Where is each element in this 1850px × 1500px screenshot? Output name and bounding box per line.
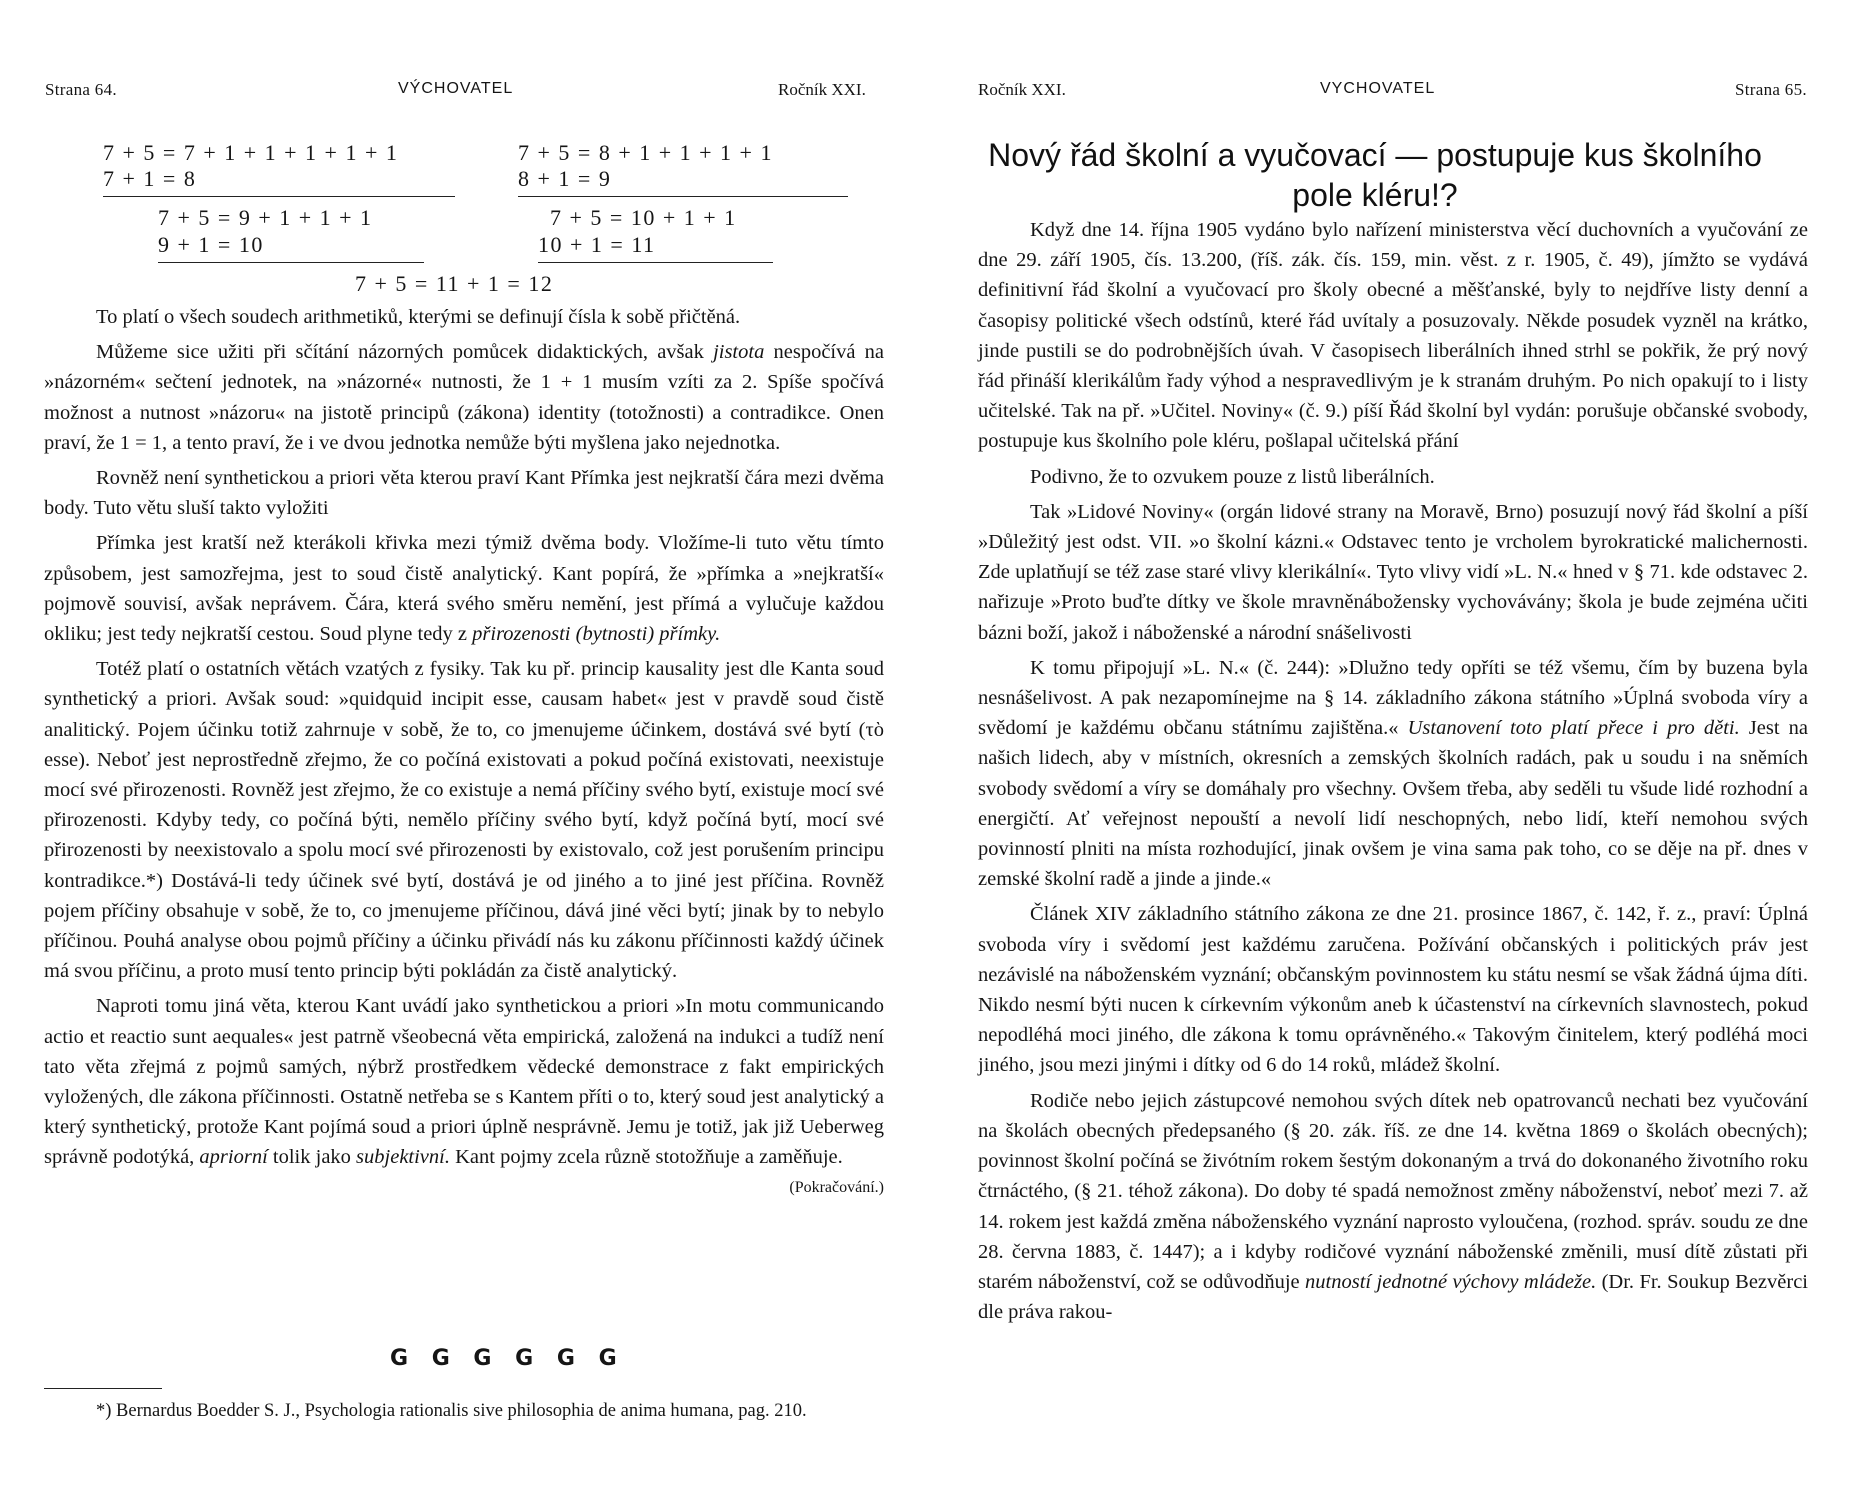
equation-a1: 7 + 5 = 7 + 1 + 1 + 1 + 1 + 1 [103, 140, 399, 165]
right-running-header [925, 80, 1850, 104]
equation-rule [538, 262, 773, 263]
paragraph: Tak »Lidové Noviny« (orgán lidové strany na Moravě, Brno) posuzují nový řád školní a píší »Důležitý jest odst. VII. »o školní kázni.« Odstavec tento je vrcholem byrokratické malichernosti. Zde uplatňují se též zase staré vlivy klerikální«. Tyto vlivy vidí »L. N.« hned v § 71. kde odstavec 2. nařizuje »Proto buďte dítky ve škole mravněnábožensky vychovávány; škola je bude zejména učiti bázni boží, jakož i náboženské a národní snášelivosti [978, 500, 1808, 644]
equation-b1: 7 + 5 = 8 + 1 + 1 + 1 + 1 [518, 140, 773, 165]
left-running-header [0, 80, 925, 104]
equation-a2: 7 + 1 = 8 [103, 166, 197, 191]
equation-rule [518, 196, 848, 197]
continued-label: (Pokračování.) [789, 1178, 884, 1196]
paragraph: Podivno, že to ozvukem pouze z listů liberálních. [1030, 465, 1435, 488]
paragraph: Článek XIV základního státního zákona ze dne 21. prosince 1867, č. 142, ř. z., praví: Úplná svoboda víry i svědomí jest každému zaručena. Požívání občanských i politických práv jest nezávislé na náboženském vyznání; občanským povinnostem ku státu nesmí se však žádná újma díti. Nikdo nesmí býti nucen k církevním výkonům aneb k účastenství na církevních slavnostech, pokud nepodléhá moci jiného, dle zákona k tomu oprávněného.« Takovým činitelem, který podléhá moci jiného, jsou mezi jinými i dítky od 6 do 14 roků, mládež školní. [978, 903, 1808, 1077]
equation-final: 7 + 5 = 11 + 1 = 12 [355, 271, 554, 296]
right-page [925, 0, 1850, 1500]
equation-d1: 7 + 5 = 10 + 1 + 1 [550, 205, 737, 230]
right-page-number: Strana 65. [1735, 80, 1807, 99]
section-ornament: G G G G G G [390, 1346, 625, 1371]
paragraph: Rodiče nebo jejich zástupcové nemohou svých dítek neb opatrovanců nechati bez vyučování na školách obecných předepsaného (§ 20. zák. říš. ze dne 14. května 1869 o školách obecných); povinnost školní počíná se živótním rokem šestým dokonaným a trvá do dokonaného životního roku čtrnáctého, (§ 21. téhož zákona). Do doby té spadá nemožnost změny náboženství, neboť mezi 7. až 14. rokem jest každá změna náboženského vyznání naprosto vyloučena, (rozhod. správ. soudu ze dne 28. června 1883, č. 1447); a i kdyby rodičové vyznání náboženské změnili, musí dítě zůstati při starém náboženství, což se odůvodňuje nutností jednotné výchovy mládeže. (Dr. Fr. Soukup Bezvěrci dle práva rakou- [978, 1089, 1808, 1324]
paragraph: Když dne 14. října 1905 vydáno bylo nařízení ministerstva věcí duchovních a vyučování ze dne 29. září 1905, čís. 13.200, (říš. zák. čís. 159, min. věst. z r. 1905, č. 49), jímžto se vydává definitivní řád školní a vyučovací pro školy obecné a měšťanské, byly to nejdříve listy denní a časopisy politické všech odstínů, které řád uvítaly a posuzovaly. Někde posudek vyzněl na krátko, jinde pustili se do podrobnějších úvah. V časopisech liberálních ihned strhl se pokřik, že prý nový řád přináší klerikálům řady výhod a nespravedlivým je k stranám druhým. Po nich opakují to i listy učitelské. Tak na př. »Učitel. Noviny« (č. 9.) píší Řád školní byl vydán: porušuje občanské svobody, postupuje kus školního pole kléru, pošlapal učitelská přání [978, 219, 1808, 453]
right-journal-title: VYCHOVATEL [1320, 80, 1436, 97]
equation-rule [158, 262, 424, 263]
left-page-number: Strana 64. [45, 80, 117, 99]
paragraph: To platí o všech soudech arithmetiků, kterými se definují čísla k sobě přičtěná. [96, 306, 741, 328]
paragraph: Můžeme sice užiti při sčítání názorných pomůcek didaktických, avšak jistota nespočívá na »názorném« sečtení jednotek, na »názorné« nutnosti, že 1 + 1 musím vzíti za 2. Spíše spočívá možnost a nutnost »názoru« na jistotě principů (zákona) identity (totožnosti) a contradikce. Onen praví, že 1 = 1, a tento praví, že i ve dvou jednotka nemůže býti myšlena jako nejednotka. [44, 341, 884, 454]
right-volume: Ročník XXI. [978, 80, 1066, 99]
paragraph: Přímka jest kratší než kterákoli křivka mezi týmiž dvěma body. Vložíme-li tuto větu tímto způsobem, jest samozřejma, jest to soud čistě analytický. Kant popírá, že »přímka a »nejkratší« pojmově souvisí, avšak neprávem. Čára, která svého směru nemění, jest přímá a vylučuje každou okliku; jest tedy nejkratší cestou. Soud plyne tedy z přirozenosti (bytnosti) přímky. [44, 532, 884, 646]
emphasis: apriorní [199, 1146, 268, 1169]
paragraph: K tomu připojují »L. N.« (č. 244): »Dlužno tedy opříti se též všemu, čím by buzena byla nesnášelivost. A pak nezapomínejme na § 14. základního zákona státního »Úplná svoboda víry a svědomí je každému občanu státnímu zajištěna.« Ustanovení toto platí přece i pro děti. Jest na našich lidech, aby v místních, okresních a zemských školních radách, pak u soudu i na sněmích svobody svědomí a víry se domáhaly pro všechny. Ovšem třeba, aby seděli tu všude lidé rozhodní a energičtí. Ať veřejnost nepouští a nevolí lidí neschopných, nebo lidí, kteří nemohou svých povinností plniti na místa rozhodující, jinak ovšem je vina sama pak toho, co se děje na př. dnes v zemské školní radě a jinde a jinde.« [978, 656, 1808, 891]
paragraph: Totéž platí o ostatních větách vzatých z fysiky. Tak ku př. princip kausality jest dle Kanta soud synthetický a priori. Avšak soud: »quidquid incipit esse, causam habet« jest v pravdě soud čistě analitický. Pojem účinku totiž zahrnuje v sobě, že to, co jmenujeme účinkem, dostává své bytí (τὸ esse). Neboť jest neprostředně zřejmo, že co počíná existovati a pokud počíná existovati, neexistuje mocí své přirozenosti. Rovněž jest zřejmo, že co existuje a nemá příčiny svého bytí, existuje mocí své přirozenosti. Kdyby tedy, co počíná býti, nemělo příčiny svého bytí, když počíná bytí, mocí své přirozenosti by neexistovalo a spolu mocí své přirozenosti by existovalo, což jest porušením principu kontradikce.*) Dostává-li tedy účinek své bytí, dostává je od jiného a to jiné jest příčina. Rovněž pojem příčiny obsahuje v sobě, že to, co jmenujeme příčinou, dává jiné věci bytí; jinak by to nebylo příčinou. Pouhá analyse obou pojmů příčiny a účinku přivádí nás ku zákonu příčinnosti každý účinek má svou příčinu, a proto musí tento princip býti pokládán za čistě analytický. [44, 658, 884, 983]
paragraph: Naproti tomu jiná věta, kterou Kant uvádí jako synthetickou a priori »In motu communicando actio et reactio sunt aequales« jest patrně všeobecná věta empirická, založená na indukci a tudíž není tato věta zřejmá z pojmů samých, nýbrž prostředkem vědecké demonstrace z fakt empirických vyložených, dle zákona příčinnosti. Ostatně netřeba se s Kantem příti o to, který soud jest analytický a který synthetický, protože Kant pojímá soud a priori úplně nesprávně. Jemu je totiž, jak již Ueberweg správně podotýká, apriorní tolik jako subjektivní. Kant pojmy zcela různě stotožňuje a zaměňuje. (Pokračování.) [44, 991, 884, 1172]
equation-rule [103, 196, 455, 197]
left-body-text [44, 302, 884, 1203]
equation-d2: 10 + 1 = 11 [538, 232, 656, 257]
article-title: Nový řád školní a vyučovací — postupuje kus školního pole kléru!? [988, 137, 1762, 213]
emphasis: přirozenosti (bytnosti) přímky. [472, 623, 721, 646]
equation-c2: 9 + 1 = 10 [158, 232, 264, 257]
emphasis: nutností jednotné výchovy mládeže. [1305, 1270, 1597, 1293]
equation-b2: 8 + 1 = 9 [518, 166, 612, 191]
footnote: *) Bernardus Boedder S. J., Psychologia rationalis sive philosophia de anima humana, pag. 210. [96, 1401, 807, 1421]
footnote-rule [44, 1388, 162, 1389]
emphasis: Ustanovení toto platí přece i pro děti. [1407, 717, 1740, 740]
emphasis: jistota [713, 341, 765, 364]
left-journal-title: VÝCHOVATEL [398, 80, 514, 97]
right-body-text [978, 215, 1808, 1332]
left-volume: Ročník XXI. [778, 80, 866, 99]
emphasis: subjektivní. [356, 1146, 450, 1169]
equation-c1: 7 + 5 = 9 + 1 + 1 + 1 [158, 205, 373, 230]
paragraph: Rovněž není synthetickou a priori věta kterou praví Kant Přímka jest nejkratší čára mezi dvěma body. Tuto větu sluší takto vyložiti [44, 467, 884, 520]
